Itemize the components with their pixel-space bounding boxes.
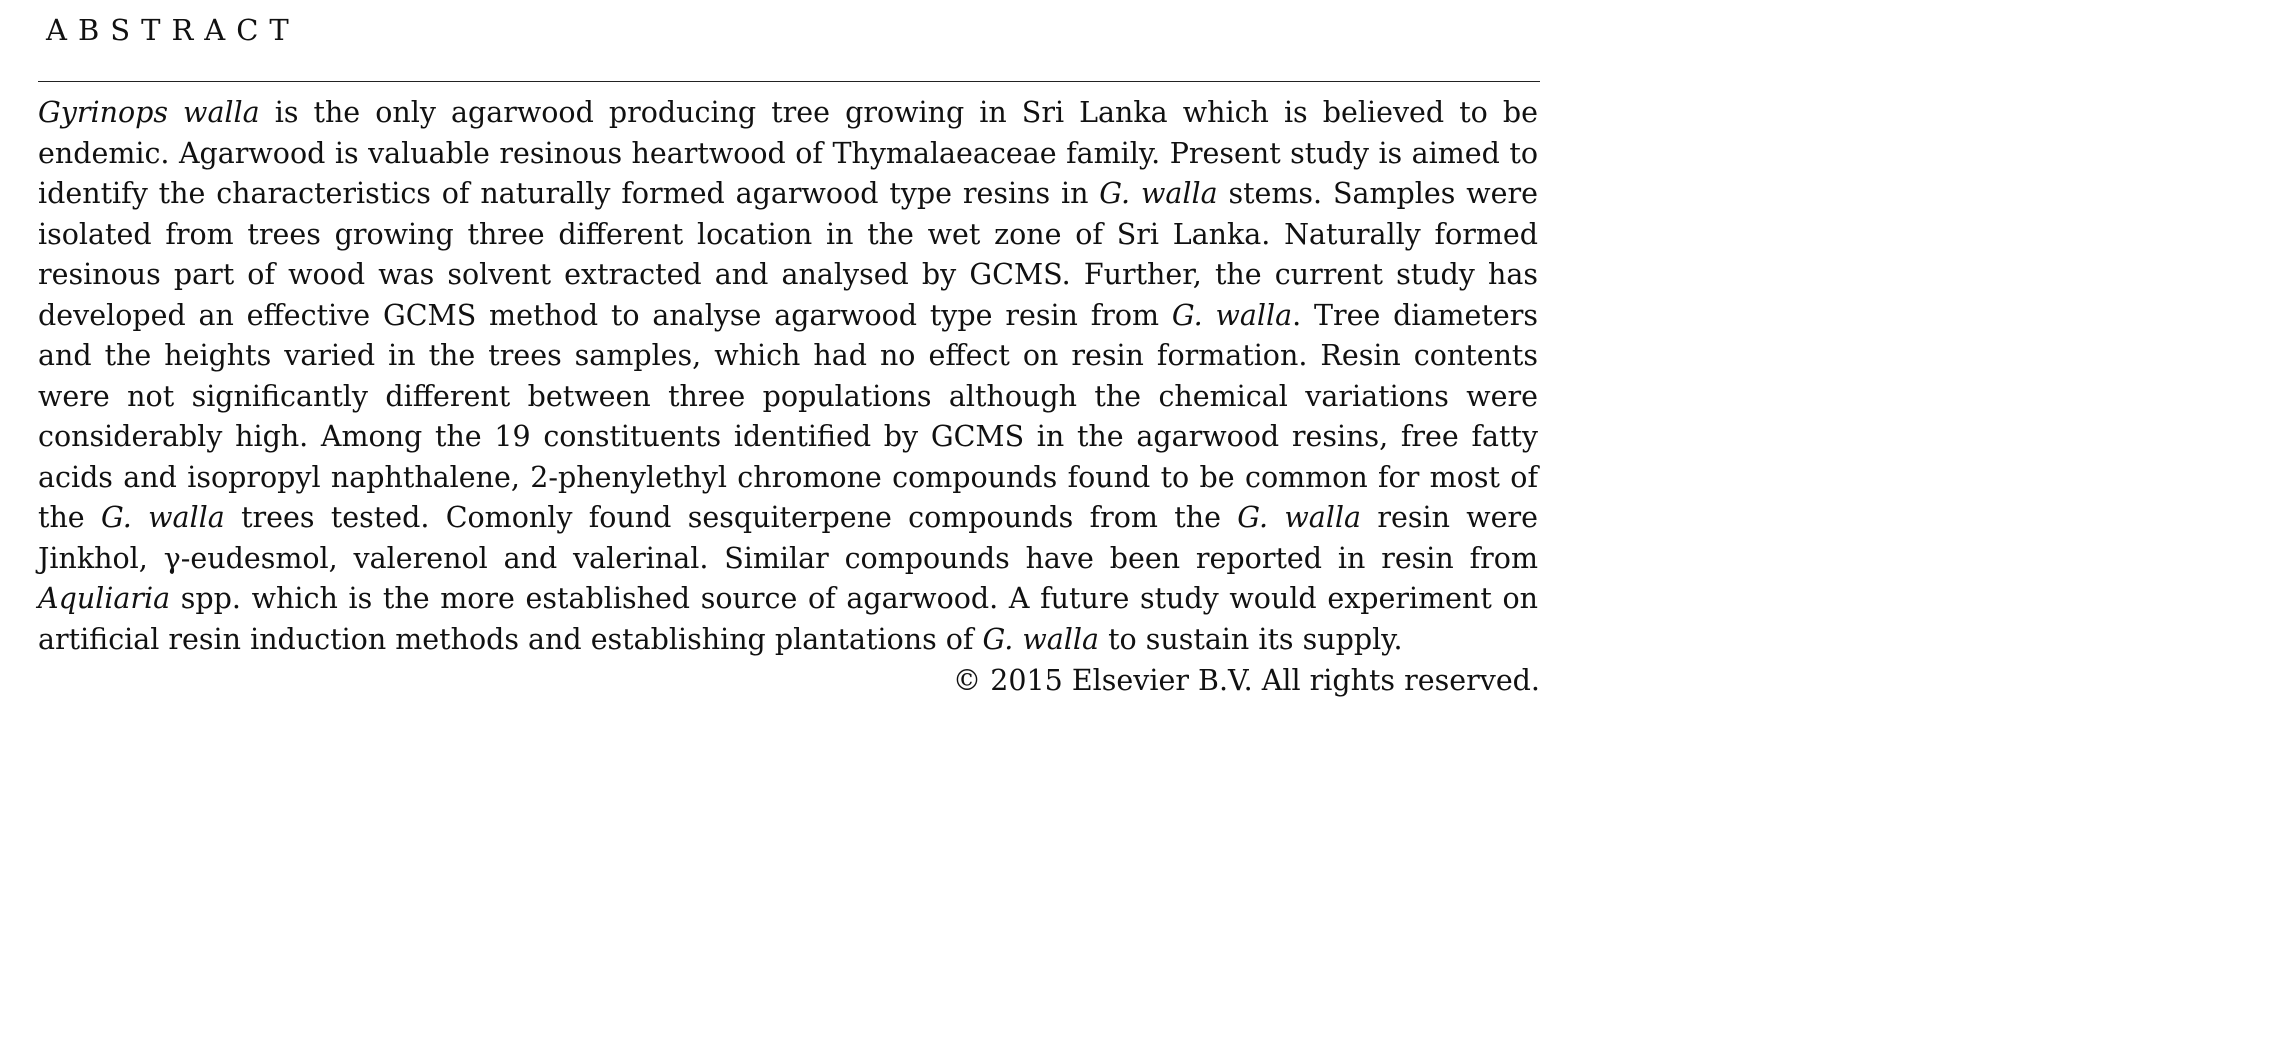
abstract-italic-term: G. walla (1237, 501, 1362, 534)
abstract-body (38, 93, 1538, 660)
heading-divider (38, 81, 1540, 82)
abstract-text-run: . Tree diameters and the heights varied in the trees samples, which had no effect on resin formation. Resin contents were not significantly different between three populations although the chemical variations were considerably high. Among the 19 constituents identified by GCMS in the agarwood resins, free fatty acids and isopropyl naphthalene, 2-phenylethyl chromone compounds found to be common for most of the (38, 298, 1538, 534)
abstract-text-run: to sustain its supply. (1099, 622, 1403, 656)
abstract-italic-term: G. walla (1171, 298, 1293, 332)
abstract-text-run: resin were Jinkhol, γ-eudesmol, valerenol and valerinal. Similar compounds have been reported in resin from (38, 501, 1539, 575)
abstract-italic-term: G. walla (982, 622, 1100, 656)
abstract-text-run: stems. Samples were isolated from trees growing three different location in the wet zone of Sri Lanka. Naturally formed resinous part of wood was solvent extracted and analysed by GCMS. Further, the current study has developed an effective GCMS method to analyse agarwood type resin from (38, 177, 1538, 332)
abstract-heading: ABSTRACT (46, 13, 300, 47)
abstract-section (0, 0, 1560, 720)
abstract-italic-term: G. walla (101, 501, 225, 534)
abstract-italic-term: G. walla (1099, 177, 1218, 210)
abstract-text-run: is the only agarwood producing tree growing in Sri Lanka which is believed to be endemic. Agarwood is valuable resinous heartwood of Thymalaeaceae family. Present study is aimed to identify the characteristics of naturally formed agarwood type resins in (38, 96, 1538, 210)
abstract-text-run: trees tested. Comonly found sesquiterpene compounds from the (224, 501, 1238, 534)
abstract-italic-term: Gyrinops walla (38, 96, 260, 129)
copyright-notice: © 2015 Elsevier B.V. All rights reserved. (952, 664, 1540, 697)
abstract-text-run: spp. which is the more established source of agarwood. A future study would experiment on artificial resin induction methods and establishing plantations of (38, 582, 1538, 656)
abstract-italic-term: Aquliaria (38, 582, 171, 615)
